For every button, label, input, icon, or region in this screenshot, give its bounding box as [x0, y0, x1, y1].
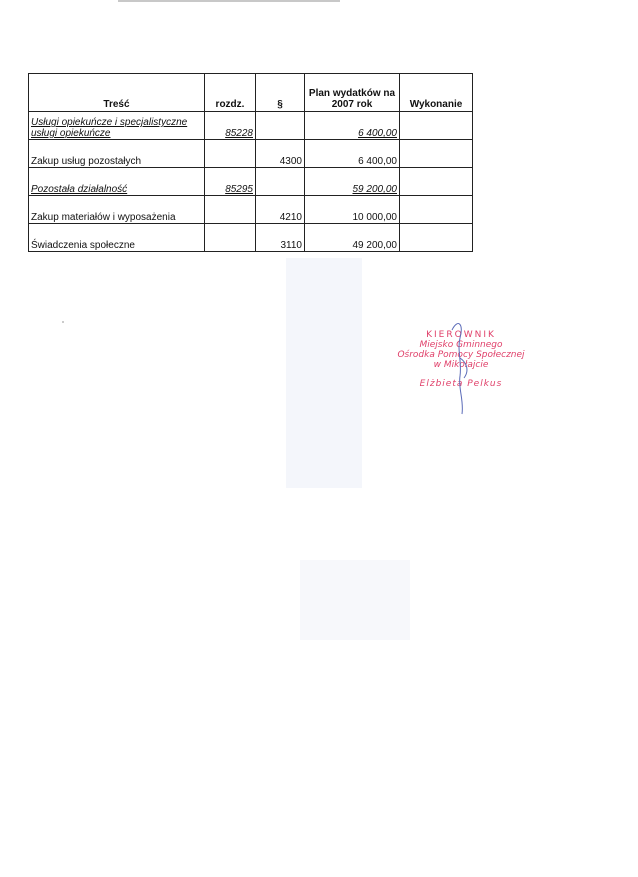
row-paragraph: 4210: [256, 196, 305, 224]
row-paragraph: [256, 168, 305, 196]
row-execution: [400, 112, 473, 140]
row-chapter: [205, 224, 256, 252]
row-chapter: 85228: [225, 128, 253, 139]
row-plan: 6 400,00: [305, 140, 400, 168]
header-paragraph: §: [256, 74, 305, 112]
row-content: Świadczenia społeczne: [29, 224, 205, 252]
scan-shade: [300, 560, 410, 640]
table-row: [29, 224, 473, 252]
header-plan: [305, 74, 400, 112]
row-paragraph: [256, 112, 305, 140]
header-execution: Wykonanie: [400, 74, 473, 112]
header-chapter: rozdz.: [205, 74, 256, 112]
row-content: Zakup materiałów i wyposażenia: [29, 196, 205, 224]
stamp-line3: w Mikołajcie: [433, 360, 489, 370]
table-row: [29, 196, 473, 224]
header-plan-line2: 2007 rok: [331, 99, 373, 110]
table-row: [29, 140, 473, 168]
signature-stroke: [452, 324, 467, 414]
scan-speck: [62, 321, 64, 323]
row-content-line1: Usługi opiekuńcze i specjalistyczne: [31, 117, 188, 128]
stamp-line2: Ośrodka Pomocy Społecznej: [397, 350, 525, 360]
row-content: Zakup usług pozostałych: [29, 140, 205, 168]
scan-shade: [286, 258, 362, 488]
table-row: [29, 112, 473, 140]
row-chapter: [205, 140, 256, 168]
scan-edge-mark: [118, 0, 340, 2]
row-content: [29, 112, 205, 140]
row-plan: 6 400,00: [358, 128, 397, 139]
row-plan: 10 000,00: [305, 196, 400, 224]
table-header-row: [29, 74, 473, 112]
row-execution: [400, 140, 473, 168]
budget-table: [28, 73, 473, 252]
row-chapter: [205, 196, 256, 224]
row-chapter: 85295: [225, 184, 253, 195]
stamp-title: KIEROWNIK: [426, 330, 496, 340]
handwritten-signature: [440, 318, 480, 428]
row-plan: 49 200,00: [305, 224, 400, 252]
row-execution: [400, 224, 473, 252]
header-plan-line1: Plan wydatków na: [308, 88, 396, 99]
row-execution: [400, 196, 473, 224]
stamp-name: Elżbieta Pelkus: [419, 379, 503, 389]
stamp-line1: Miejsko Gminnego: [419, 340, 503, 350]
row-paragraph: 4300: [256, 140, 305, 168]
row-content: Pozostała działalność: [31, 184, 128, 195]
row-plan: 59 200,00: [352, 184, 397, 195]
header-content: Treść: [29, 74, 205, 112]
row-execution: [400, 168, 473, 196]
row-paragraph: 3110: [256, 224, 305, 252]
row-content-line2: usługi opiekuńcze: [31, 128, 111, 139]
table-row: [29, 168, 473, 196]
